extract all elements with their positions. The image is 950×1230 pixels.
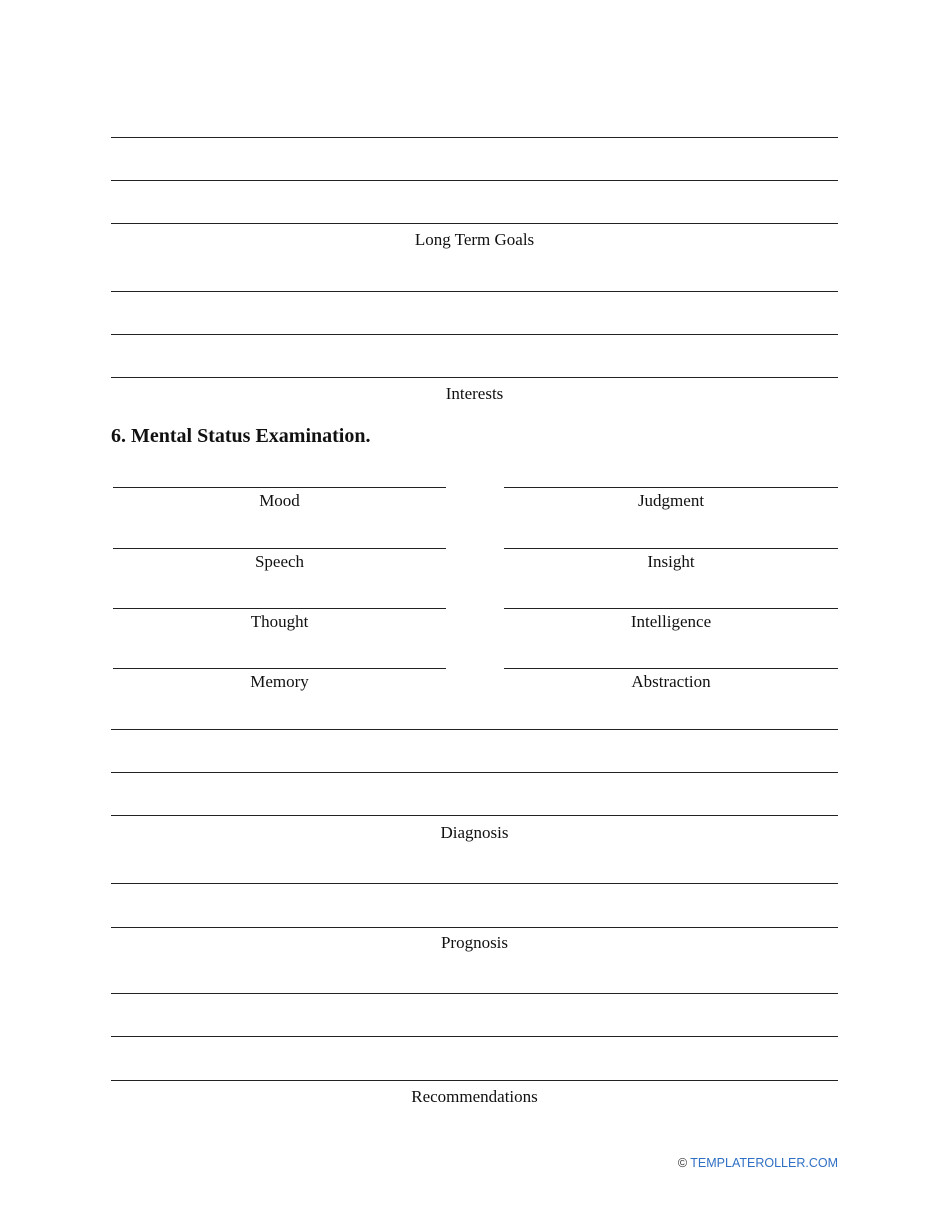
thought-line[interactable] [113,608,446,609]
recommendations-line-2[interactable] [111,1036,838,1037]
judgment-line[interactable] [504,487,838,488]
long-term-goals-label: Long Term Goals [414,230,535,249]
abstraction-line[interactable] [504,668,838,669]
prognosis-label: Prognosis [440,933,509,952]
memory-label: Memory [250,672,309,691]
goals-line-2[interactable] [111,180,838,181]
recommendations-label: Recommendations [411,1087,538,1106]
speech-line[interactable] [113,548,446,549]
recommendations-line-1[interactable] [111,993,838,994]
interests-line-3[interactable] [111,377,838,378]
diagnosis-line-3[interactable] [111,815,838,816]
intelligence-line[interactable] [504,608,838,609]
mood-line[interactable] [113,487,446,488]
diagnosis-line-1[interactable] [111,729,838,730]
prognosis-line-2[interactable] [111,927,838,928]
memory-line[interactable] [113,668,446,669]
speech-label: Speech [254,552,305,571]
prognosis-line-1[interactable] [111,883,838,884]
templateroller-link[interactable]: TEMPLATEROLLER.COM [690,1156,838,1170]
thought-label: Thought [250,612,309,631]
goals-line-3[interactable] [111,223,838,224]
interests-line-2[interactable] [111,334,838,335]
mental-status-heading: 6. Mental Status Examination. [111,425,371,447]
interests-label: Interests [445,384,504,403]
footer [678,1155,838,1171]
goals-line-1[interactable] [111,137,838,138]
recommendations-line-3[interactable] [111,1080,838,1081]
abstraction-label: Abstraction [631,672,711,691]
mood-label: Mood [259,491,300,510]
intelligence-label: Intelligence [630,612,712,631]
diagnosis-line-2[interactable] [111,772,838,773]
copyright-symbol: © [677,1156,688,1170]
insight-line[interactable] [504,548,838,549]
interests-line-1[interactable] [111,291,838,292]
judgment-label: Judgment [637,491,705,510]
insight-label: Insight [647,552,695,571]
diagnosis-label: Diagnosis [440,823,509,842]
